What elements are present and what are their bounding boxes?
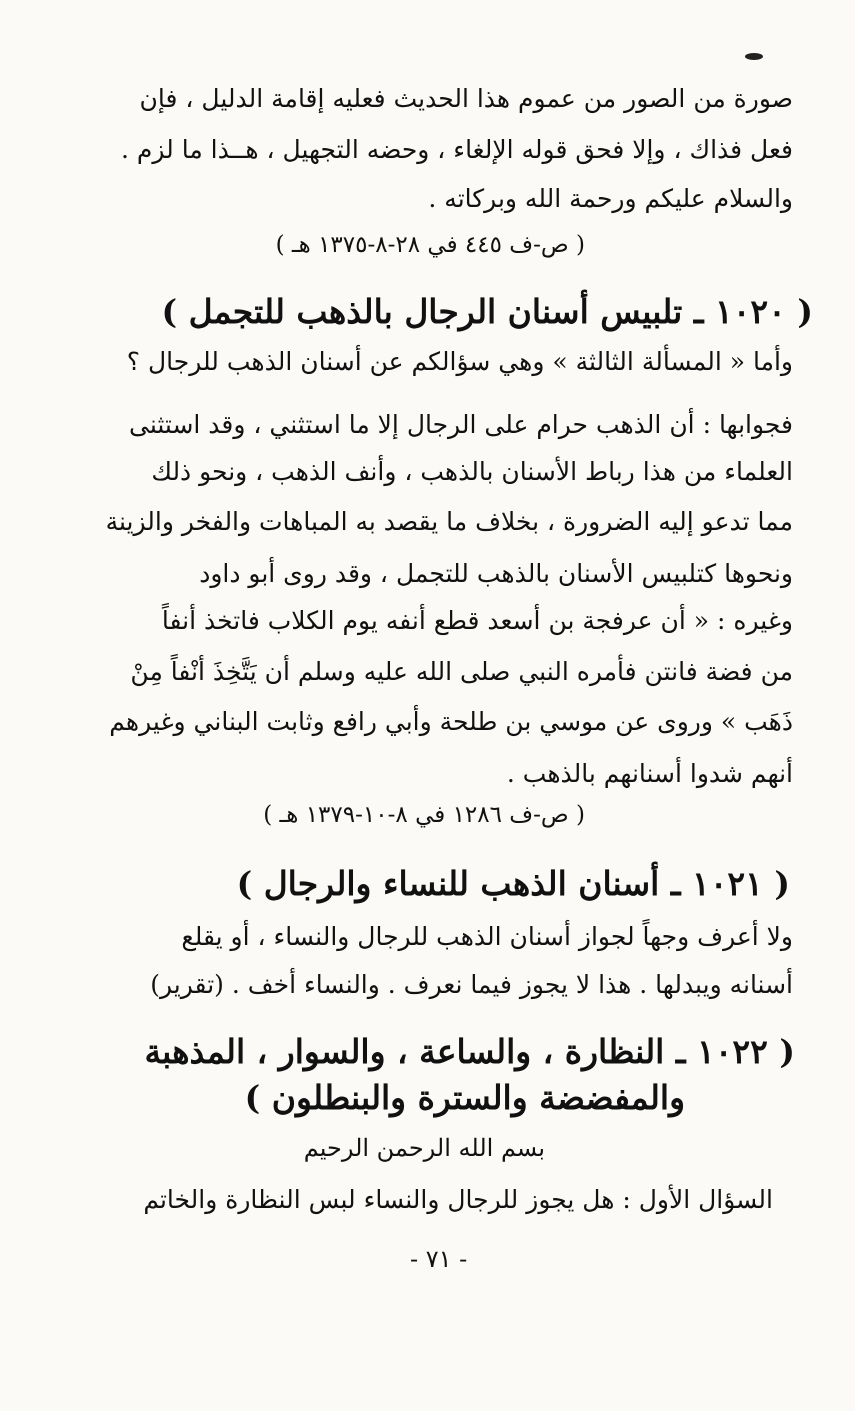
paragraph-line: أسنانه ويبدلها . هذا لا يجوز فيما نعرف . والنساء أخف . (تقرير): [150, 970, 793, 999]
paragraph-line: فعل فذاك ، وإلا فحق قوله الإلغاء ، وحضه التجهيل ، هــذا ما لزم .: [121, 135, 793, 164]
paragraph-line: ذَهَب » وروى عن موسي بن طلحة وأبي رافع وثابت البناني وغيرهم: [109, 707, 793, 736]
paragraph-line: ولا أعرف وجهاً لجواز أسنان الذهب للرجال والنساء ، أو يقلع: [181, 922, 793, 951]
paragraph-line: ونحوها كتلبيس الأسنان بالذهب للتجمل ، وقد روى أبو داود: [199, 559, 793, 588]
section-heading-1022: ( ١٠٢٢ ـ النظارة ، والساعة ، والسوار ، المذهبة: [144, 1032, 795, 1071]
question-line: وأما « المسألة الثالثة » وهي سؤالكم عن أسنان الذهب للرجال ؟: [126, 347, 793, 376]
paragraph-line: فجوابها : أن الذهب حرام على الرجال إلا ما استثني ، وقد استثنى: [128, 410, 793, 439]
paragraph-line: السؤال الأول : هل يجوز للرجال والنساء لبس النظارة والخاتم: [143, 1185, 773, 1214]
paragraph-line: صورة من الصور من عموم هذا الحديث فعليه إقامة الدليل ، فإن: [139, 84, 793, 113]
ink-speck: [745, 53, 763, 60]
paragraph-line: العلماء من هذا رباط الأسنان بالذهب ، وأنف الذهب ، ونحو ذلك: [151, 457, 793, 486]
paragraph-line: والسلام عليكم ورحمة الله وبركاته .: [428, 184, 793, 213]
reference-citation: ( ص-ف ٤٤٥ في ٢٨-٨-١٣٧٥ هـ ): [275, 232, 585, 258]
basmala: بسم الله الرحمن الرحيم: [303, 1134, 545, 1162]
page-number: - ٧١ -: [410, 1245, 468, 1273]
section-heading-1022-continued: والمفضضة والسترة والبنطلون ): [244, 1078, 685, 1117]
paragraph-line: وغيره : « أن عرفجة بن أسعد قطع أنفه يوم الكلاب فاتخذ أنفاً: [161, 606, 793, 635]
paragraph-line: أنهم شدوا أسنانهم بالذهب .: [506, 759, 793, 788]
paragraph-line: من فضة فانتن فأمره النبي صلى الله عليه وسلم أن يَتَّخِذَ أنْفاً مِنْ: [130, 657, 793, 686]
paragraph-line: مما تدعو إليه الضرورة ، بخلاف ما يقصد به المباهات والفخر والزينة: [105, 507, 793, 536]
section-heading-1020: ( ١٠٢٠ ـ تلبيس أسنان الرجال بالذهب للتجمل ): [161, 292, 813, 331]
section-heading-1021: ( ١٠٢١ ـ أسنان الذهب للنساء والرجال ): [236, 864, 790, 903]
reference-citation: ( ص-ف ١٢٨٦ في ٨-١٠-١٣٧٩ هـ ): [263, 802, 585, 828]
